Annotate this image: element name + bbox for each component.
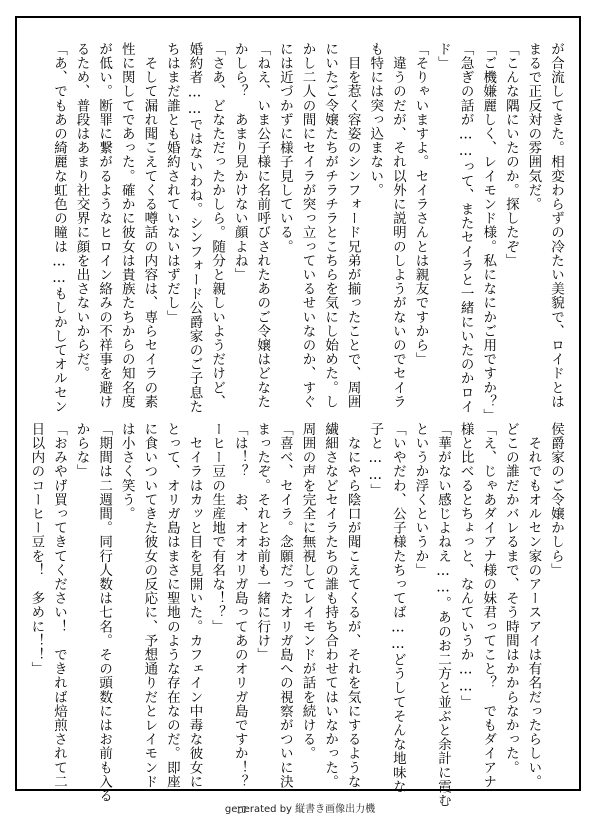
text-column: ちはまだ誰とも婚約されていないはずだし」 [163, 42, 180, 324]
text-column: に食いついてきた彼女の反応に、予想通りだとレイモンド [141, 422, 158, 789]
text-column: どこの誰だかバレるまで、そう時間はかからなかった。 [502, 422, 519, 775]
text-column: るため、普段はあまり社交界に顔を出さないからだ。 [73, 42, 90, 381]
text-column: からな」 [73, 422, 90, 479]
text-column: 「そりゃいますよ。セイラさんとは親友ですから」 [412, 42, 429, 367]
text-column: 「ご機嫌麗しく、レイモンド様。私になにかご用ですか？」 [480, 42, 497, 423]
text-block-top [47, 42, 567, 423]
text-column: なにやら陰口が聞こえてくるが、それを気にするような [344, 422, 361, 789]
text-column: 「おみやげ買ってきてください！ できれば焙煎されて二 [50, 422, 67, 789]
text-column: セイラはカッと目を見開いた。カフェイン中毒な彼女に [186, 422, 203, 789]
text-column: 「え、じゃあダイアナ様の妹君ってこと？ でもダイアナ [480, 422, 497, 789]
text-column: 「急ぎの話が……って、またセイラと一緒にいたのかロイ [457, 42, 474, 414]
text-column: にいたご令嬢たちがチラチラとこちらを気にし始めた。し [322, 42, 339, 409]
text-column: まったぞ。それとお前も一緒に行け」 [254, 422, 271, 662]
footer-credit: generated by 縦書き画像出力機 [224, 804, 376, 815]
text-column: そして漏れ聞こえてくる噂話の内容は、専らセイラの素 [141, 42, 158, 409]
text-column: 「喜べ、セイラ。念願だったオリガ島への視察がついに決 [276, 422, 293, 789]
text-column: 周囲の声を完全に無視してレイモンドが話を続ける。 [299, 422, 316, 761]
text-column: 「さあ、どなただったかしら。随分と親しいようだけど、 [209, 42, 226, 409]
text-column: かし二人の間にセイラが突っ立っているせいなのか、すぐ [299, 42, 316, 409]
text-column: 「いやだわ、公子様たちってば……どうしてそんな地味な [389, 422, 406, 794]
text-column: が低い。断罪に繋がるようなヒロイン絡みの不祥事を避け [96, 42, 113, 409]
text-column: 「華がない感じよねえ……。あのお二方と並ぶと余計に霞む [435, 422, 452, 808]
text-column: は小さく笑う。 [118, 422, 135, 521]
text-column: 子と……」 [367, 422, 384, 498]
text-column: 様と比べるとちょっと、なんていうか……」 [457, 422, 474, 709]
text-column: も特には突っ込まない。 [367, 42, 384, 198]
text-column: それでもオルセン家のアースアイは有名だったらしい。 [525, 422, 542, 789]
text-column: とって、オリガ島はまさに聖地のような存在なのだ。即座 [163, 422, 180, 789]
text-column: 「あ、でもあの綺麗な虹色の瞳は……もしかしてオルセン [50, 42, 67, 414]
text-column: 「は！？ お、オオオリガ島ってあのオリガ島ですか！？ コ [231, 422, 248, 817]
text-column: まるで正反対の雰囲気だ。 [525, 42, 542, 212]
text-column: 「ねえ、いま公子様に名前呼びされたあのご令嬢はどなた [254, 42, 271, 409]
text-column: ド」 [435, 42, 452, 71]
text-column: 日以内のコーヒー豆を！ 多めに！！」 [28, 422, 45, 676]
text-column: ーヒー豆の生産地で有名な！？」 [209, 422, 226, 634]
text-column: 婚約者……ではないわね。シンフォード公爵家のご子息た [186, 42, 203, 414]
text-column: かしら？ あまり見かけない顔よね」 [231, 42, 248, 282]
text-column: 「期間は二週間。同行人数は七名。その頭数にはお前も入る [96, 422, 113, 803]
text-column: 繊細さなどセイラたちの誰も持ち合わせてはいなかった。 [322, 422, 339, 789]
text-column: が合流してきた。相変わらずの冷たい美貌で、ロイドとは [548, 42, 564, 409]
text-column: には近づかずに様子見している。 [276, 42, 293, 254]
text-column: 「こんな隅にいたのか。探したぞ」 [502, 42, 519, 268]
text-column: 性に関してであった。確かに彼女は貴族たちからの知名度 [118, 42, 135, 409]
text-column: 侯爵家のご令嬢かしら」 [548, 422, 564, 578]
text-column: 違うのだが、それ以外に説明のしようがないのでセイラ [389, 42, 406, 409]
text-column: というか浮くというか」 [412, 422, 429, 578]
text-column: 目を惹く容姿のシンフォード兄弟が揃ったことで、周囲 [344, 42, 361, 409]
